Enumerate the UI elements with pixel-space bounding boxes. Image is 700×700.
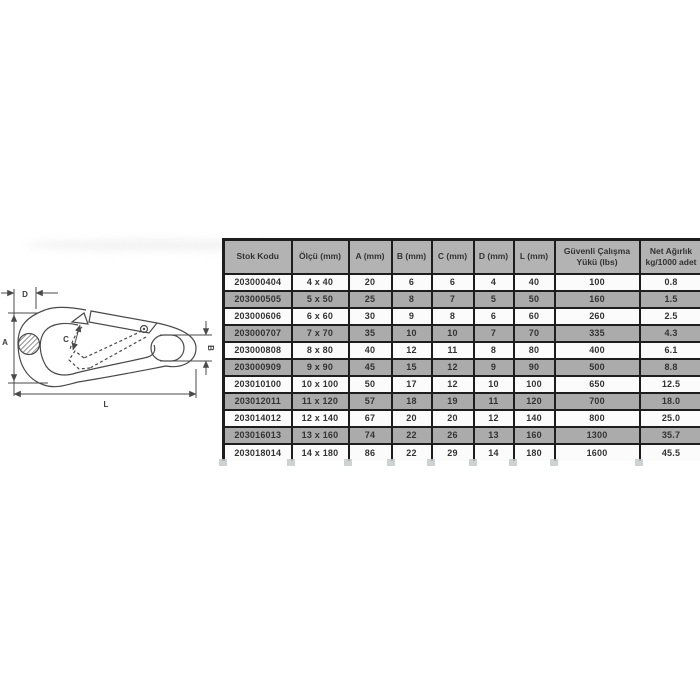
table-row — [224, 325, 700, 342]
dim-label-a: A — [2, 338, 8, 347]
table-cell: 20 — [349, 274, 392, 291]
table-cell: 260 — [555, 308, 640, 325]
table-cell: 8 — [474, 342, 514, 359]
table-cell: 19 — [432, 393, 474, 410]
table-cell: 20 — [392, 410, 432, 427]
table-row — [224, 291, 700, 308]
table-cell: 90 — [514, 359, 555, 376]
table-cell: 8 — [392, 291, 432, 308]
table-cell: 12 — [474, 410, 514, 427]
table-cell: 12 — [392, 342, 432, 359]
table-cell: 2.5 — [640, 308, 700, 325]
table-cell: 203000909 — [224, 359, 292, 376]
table-cell: 1300 — [555, 427, 640, 444]
dim-label-b: B — [206, 345, 215, 351]
scan-artifact — [427, 459, 435, 466]
table-cell: 70 — [514, 325, 555, 342]
table-cell: 80 — [514, 342, 555, 359]
table-cell: 203010100 — [224, 376, 292, 393]
table-cell: 335 — [555, 325, 640, 342]
table-cell: 35 — [349, 325, 392, 342]
table-cell: 18.0 — [640, 393, 700, 410]
scan-artifact — [287, 459, 295, 466]
table-cell: 0.8 — [640, 274, 700, 291]
table-cell: 8 — [432, 308, 474, 325]
table-cell: 8.8 — [640, 359, 700, 376]
table-cell: 120 — [514, 393, 555, 410]
table-cell: 9 — [392, 308, 432, 325]
table-cell: 100 — [514, 376, 555, 393]
dim-label-c: C — [63, 335, 69, 344]
table-cell: 203014012 — [224, 410, 292, 427]
table-cell: 60 — [514, 308, 555, 325]
table-cell: 13 x 160 — [292, 427, 349, 444]
table-row — [224, 376, 700, 393]
table-cell: 18 — [392, 393, 432, 410]
table-cell: 12.5 — [640, 376, 700, 393]
table-cell: 203016013 — [224, 427, 292, 444]
table-cell: 10 — [432, 325, 474, 342]
table-row — [224, 410, 700, 427]
table-cell: 180 — [514, 444, 555, 461]
column-header: B (mm) — [392, 240, 432, 274]
table-row — [224, 359, 700, 376]
scan-artifact — [387, 459, 395, 466]
table-cell: 86 — [349, 444, 392, 461]
column-header: Stok Kodu — [224, 240, 292, 274]
header-row — [224, 240, 700, 274]
column-header: A (mm) — [349, 240, 392, 274]
column-header: Ölçü (mm) — [292, 240, 349, 274]
table-cell: 30 — [349, 308, 392, 325]
table-cell: 6 — [392, 274, 432, 291]
gate-pivot-dot — [143, 328, 145, 330]
table-cell: 40 — [349, 342, 392, 359]
table-cell: 1600 — [555, 444, 640, 461]
table-cell: 203000808 — [224, 342, 292, 359]
scan-artifact — [509, 459, 517, 466]
scan-artifact — [219, 459, 227, 466]
table-row — [224, 444, 700, 461]
table-cell: 14 — [474, 444, 514, 461]
scan-artifact — [550, 459, 558, 466]
table-cell: 203000404 — [224, 274, 292, 291]
column-header: D (mm) — [474, 240, 514, 274]
table-cell: 22 — [392, 427, 432, 444]
table-cell: 10 — [474, 376, 514, 393]
table-cell: 4.3 — [640, 325, 700, 342]
column-header: Net Ağırlık kg/1000 adet — [640, 240, 700, 274]
table-cell: 50 — [349, 376, 392, 393]
table-cell: 203018014 — [224, 444, 292, 461]
table-body — [224, 274, 700, 461]
table-row — [224, 342, 700, 359]
dim-label-l: L — [103, 400, 109, 409]
table-cell: 140 — [514, 410, 555, 427]
table-cell: 9 x 90 — [292, 359, 349, 376]
table-cell: 29 — [432, 444, 474, 461]
table-cell: 12 x 140 — [292, 410, 349, 427]
table-cell: 20 — [432, 410, 474, 427]
table-row — [224, 274, 700, 291]
column-header: Güvenli Çalışma Yükü (lbs) — [555, 240, 640, 274]
table-cell: 26 — [432, 427, 474, 444]
table-cell: 25.0 — [640, 410, 700, 427]
table-cell: 10 — [392, 325, 432, 342]
table-cell: 12 — [432, 359, 474, 376]
gate-open-dashed — [69, 327, 146, 369]
table-cell: 45.5 — [640, 444, 700, 461]
table-cell: 40 — [514, 274, 555, 291]
table-cell: 7 x 70 — [292, 325, 349, 342]
table-cell: 13 — [474, 427, 514, 444]
table-cell: 22 — [392, 444, 432, 461]
table-cell: 74 — [349, 427, 392, 444]
table-cell: 400 — [555, 342, 640, 359]
table-cell: 650 — [555, 376, 640, 393]
table-cell: 50 — [514, 291, 555, 308]
table-cell: 11 x 120 — [292, 393, 349, 410]
table-cell: 10 x 100 — [292, 376, 349, 393]
table-cell: 57 — [349, 393, 392, 410]
table-cell: 4 — [474, 274, 514, 291]
table-cell: 7 — [432, 291, 474, 308]
carabiner-body-outline — [18, 307, 196, 386]
table-cell: 8 x 80 — [292, 342, 349, 359]
table-cell: 6 — [474, 308, 514, 325]
table-cell: 4 x 40 — [292, 274, 349, 291]
scan-artifact — [635, 459, 643, 466]
table-cell: 203012011 — [224, 393, 292, 410]
column-header: L (mm) — [514, 240, 555, 274]
scan-artifact — [344, 459, 352, 466]
dim-label-d: D — [22, 290, 28, 299]
scan-artifact — [469, 459, 477, 466]
table-cell: 6 x 60 — [292, 308, 349, 325]
table-cell: 15 — [392, 359, 432, 376]
carabiner-diagram-svg — [0, 281, 215, 413]
table-cell: 203000606 — [224, 308, 292, 325]
table-cell: 5 — [474, 291, 514, 308]
eye-slot — [151, 335, 184, 361]
table-cell: 67 — [349, 410, 392, 427]
table-row — [224, 393, 700, 410]
gate-nose — [72, 313, 88, 324]
carabiner-diagram — [0, 281, 215, 413]
table-cell: 203000707 — [224, 325, 292, 342]
table-cell: 5 x 50 — [292, 291, 349, 308]
table-row — [224, 308, 700, 325]
table-cell: 9 — [474, 359, 514, 376]
table-cell: 35.7 — [640, 427, 700, 444]
table-cell: 203000505 — [224, 291, 292, 308]
table-cell: 1.5 — [640, 291, 700, 308]
table-cell: 100 — [555, 274, 640, 291]
spec-table — [222, 238, 700, 461]
table-cell: 800 — [555, 410, 640, 427]
table-cell: 160 — [555, 291, 640, 308]
table-cell: 25 — [349, 291, 392, 308]
table-cell: 12 — [432, 376, 474, 393]
table-cell: 11 — [432, 342, 474, 359]
table-cell: 700 — [555, 393, 640, 410]
table-row — [224, 427, 700, 444]
table-cell: 500 — [555, 359, 640, 376]
column-header: C (mm) — [432, 240, 474, 274]
table-cell: 17 — [392, 376, 432, 393]
table-cell: 6.1 — [640, 342, 700, 359]
table-cell: 14 x 180 — [292, 444, 349, 461]
table-cell: 11 — [474, 393, 514, 410]
table-cell: 45 — [349, 359, 392, 376]
table-cell: 7 — [474, 325, 514, 342]
table-cell: 160 — [514, 427, 555, 444]
table-cell: 6 — [432, 274, 474, 291]
wire-cross-section — [19, 334, 40, 355]
